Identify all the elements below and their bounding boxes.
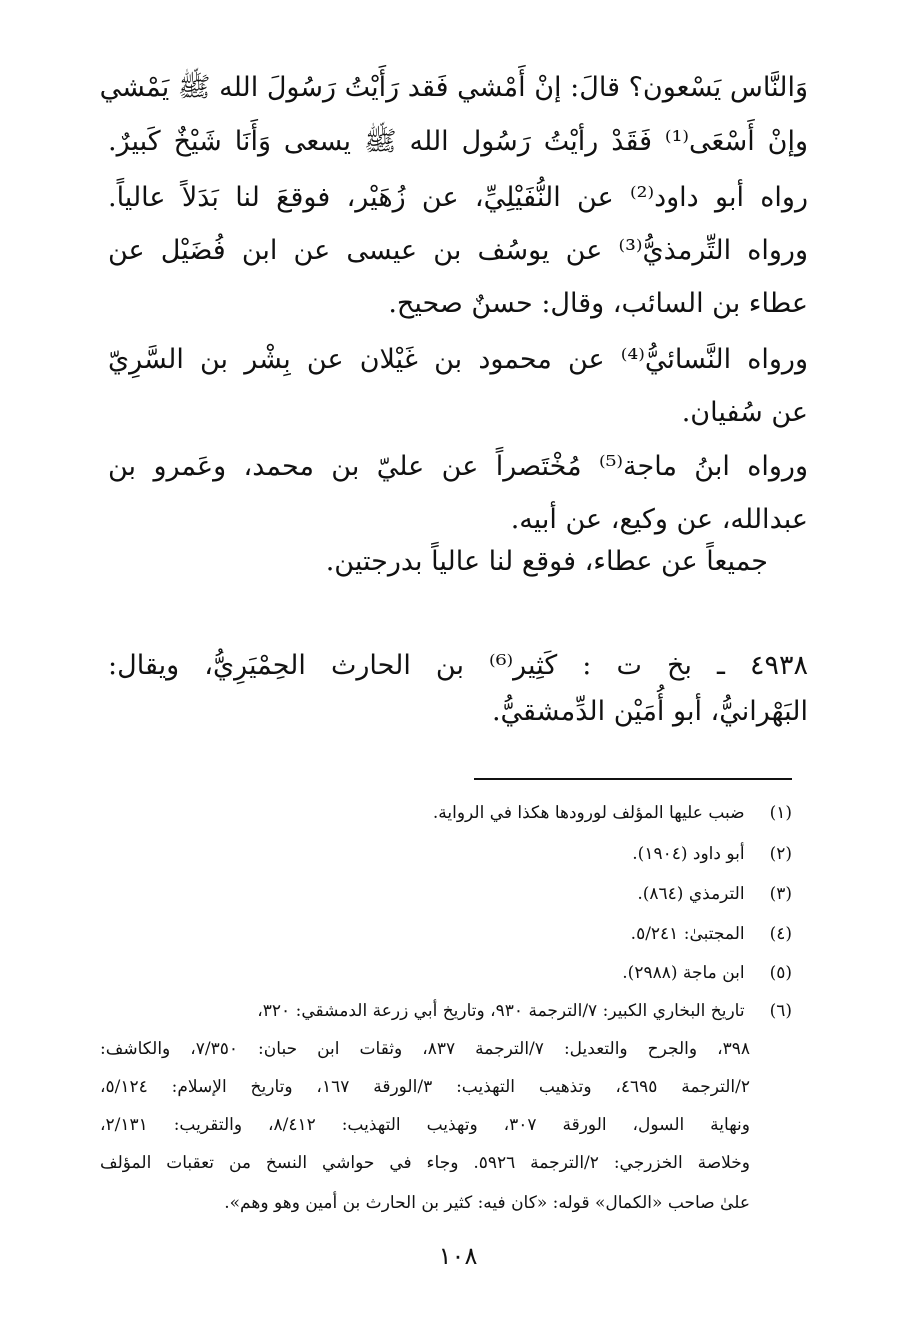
text-line: جميعاً عن عطاء، فوقع لنا عالياً بدرجتين. (325, 546, 768, 577)
footnote-number: (٢) (769, 844, 792, 864)
text-line: ورواه ابنُ ماجة⁽⁵⁾ مُخْتَصراً عن عليّ بن محمد، وعَمرو بن (108, 451, 809, 482)
footnote-5 (92, 960, 792, 986)
footnote-6-line: ونهاية السول، الورقة ٣٠٧، وتهذيب التهذيب: ٨/٤١٢، والتقريب: ٢/١٣١، (100, 1115, 750, 1135)
text-line: وَالنَّاس يَسْعون؟ قالَ: إنْ أَمْشي فَقد رَأَيْتُ رَسُولَ الله ﷺ يَمْشي (99, 72, 808, 103)
footnote-1 (92, 800, 792, 826)
text-line: عطاء بن السائب، وقال: حسنٌ صحيح. (388, 288, 808, 319)
text-line: عبدالله، عن وكيع، عن أبيه. (510, 504, 808, 535)
footnote-number: (٤) (769, 924, 792, 944)
footnote-text: تاريخ البخاري الكبير: ٧/الترجمة ٩٣٠، وتاريخ أبي زرعة الدمشقي: ٣٢٠، (257, 1001, 745, 1021)
footnote-text: ضبب عليها المؤلف لورودها هكذا في الرواية. (432, 803, 745, 823)
footnote-number: (٦) (769, 1001, 792, 1021)
text-line: ورواه النَّسائيُّ⁽⁴⁾ عن محمود بن غَيْلان عن بِشْر بن السَّرِيّ (108, 344, 808, 375)
text-line: عن سُفيان. (681, 397, 808, 428)
footnote-2 (92, 841, 792, 867)
entry-heading: ٤٩٣٨ ـ بخ ت : كَثِير⁽⁶⁾ بن الحارث الحِمْيَرِيُّ، ويقال: (108, 650, 808, 681)
footnote-6-line: ٣٩٨، والجرح والتعديل: ٧/الترجمة ٨٣٧، وثقات ابن حبان: ٧/٣٥٠، والكاشف: (100, 1039, 751, 1059)
footnote-4 (92, 921, 792, 947)
footnote-6-line: ٢/الترجمة ٤٦٩٥، وتذهيب التهذيب: ٣/الورقة ١٦٧، وتاريخ الإسلام: ٥/١٢٤، (100, 1077, 751, 1097)
footnote-number: (٣) (769, 884, 792, 904)
footnote-text: أبو داود (١٩٠٤). (632, 844, 745, 864)
footnote-6-line: علىٰ صاحب «الكمال» قوله: «كان فيه: كثير بن الحارث بن أمين وهو وهم». (224, 1193, 750, 1213)
footnote-number: (٥) (769, 963, 792, 983)
footnote-text: المجتبىٰ: ٥/٢٤١. (630, 924, 745, 944)
entry-heading-cont: البَهْرانيُّ، أبو أُمَيْن الدِّمشقيُّ. (491, 696, 808, 727)
footnote-text: ابن ماجة (٢٩٨٨). (622, 963, 745, 983)
footnote-separator (474, 778, 792, 780)
footnote-6-line: وخلاصة الخزرجي: ٢/الترجمة ٥٩٢٦. وجاء في حواشي النسخ من تعقبات المؤلف (100, 1153, 751, 1173)
text-line: وإنْ أَسْعَى⁽¹⁾ فَقَدْ رأيْتُ رَسُول الله ﷺ يسعى وَأَنَا شَيْخٌ كَبيرٌ. (108, 126, 808, 157)
footnote-text: الترمذي (٨٦٤). (637, 884, 745, 904)
footnote-6 (92, 998, 792, 1024)
text-line: ورواه التِّرمذيُّ⁽³⁾ عن يوسُف بن عيسى عن ابن فُضَيْل عن (108, 235, 808, 266)
text-line: رواه أبو داود⁽²⁾ عن النُّفَيْلِيِّ، عن زُهَيْر، فوقعَ لنا بَدَلاً عالياً. (108, 182, 808, 213)
footnote-number: (١) (769, 803, 792, 823)
footnote-3 (92, 881, 792, 907)
page-number: ١٠٨ (438, 1242, 478, 1270)
